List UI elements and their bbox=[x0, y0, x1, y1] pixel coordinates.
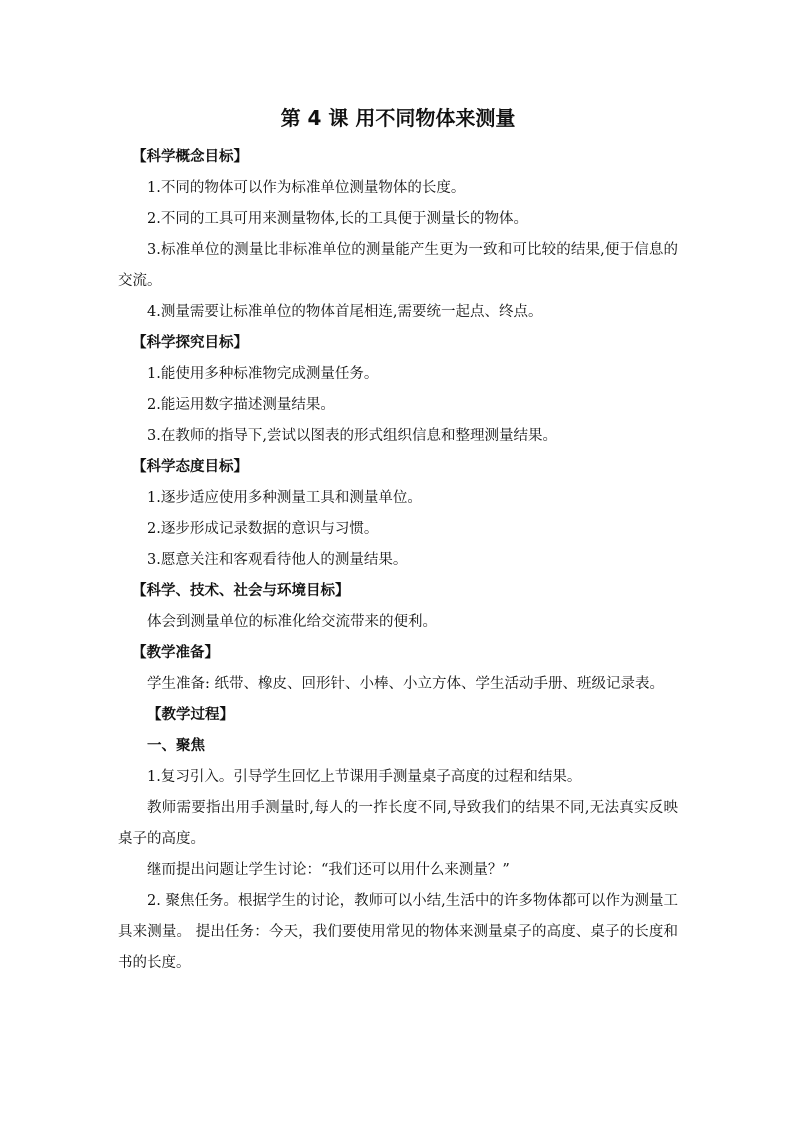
inquiry-item-3: 3.在教师的指导下,尝试以图表的形式组织信息和整理测量结果。 bbox=[147, 428, 557, 444]
process-item-3: 继而提出问题让学生讨论：“我们还可以用什么来测量？” bbox=[147, 862, 510, 878]
attitude-item-3: 3.愿意关注和客观看待他人的测量结果。 bbox=[147, 552, 408, 568]
document-page bbox=[118, 100, 678, 979]
attitude-item-2: 2.逐步形成记录数据的意识与习惯。 bbox=[147, 521, 379, 537]
process-item-4: 2. 聚焦任务。根据学生的讨论，教师可以小结,生活中的许多物体都可以作为测量工具来测量。 提出任务：今天，我们要使用常见的物体来测量桌子的高度、桌子的长度和书的长度。 bbox=[118, 893, 678, 971]
attitude-goals-heading: 【科学态度目标】 bbox=[132, 459, 248, 475]
sts-goals-heading: 【科学、技术、社会与环境目标】 bbox=[132, 583, 350, 599]
concept-item-3: 3.标准单位的测量比非标准单位的测量能产生更为一致和可比较的结果,便于信息的交流。 bbox=[118, 242, 678, 289]
prep-heading: 【教学准备】 bbox=[132, 645, 219, 661]
inquiry-goals-heading: 【科学探究目标】 bbox=[132, 335, 248, 351]
attitude-item-1: 1.逐步适应使用多种测量工具和测量单位。 bbox=[147, 490, 422, 506]
inquiry-item-2: 2.能运用数字描述测量结果。 bbox=[147, 397, 335, 413]
inquiry-item-1: 1.能使用多种标准物完成测量任务。 bbox=[147, 366, 379, 382]
concept-item-1: 1.不同的物体可以作为标准单位测量物体的长度。 bbox=[147, 180, 466, 196]
process-subheading-focus: 一、聚焦 bbox=[147, 738, 205, 754]
process-heading: 【教学过程】 bbox=[147, 707, 234, 723]
concept-item-2: 2.不同的工具可用来测量物体,长的工具便于测量长的物体。 bbox=[147, 211, 528, 227]
concept-item-4: 4.测量需要让标准单位的物体首尾相连,需要统一起点、终点。 bbox=[147, 304, 543, 320]
process-item-2: 教师需要指出用手测量时,每人的一拃长度不同,导致我们的结果不同,无法真实反映桌子的高度。 bbox=[118, 800, 678, 847]
lesson-title: 第 4 课 用不同物体来测量 bbox=[280, 106, 516, 130]
sts-item-1: 体会到测量单位的标准化给交流带来的便利。 bbox=[147, 614, 437, 630]
process-item-1: 1.复习引入。引导学生回忆上节课用手测量桌子高度的过程和结果。 bbox=[147, 769, 582, 785]
prep-item-1: 学生准备: 纸带、橡皮、回形针、小棒、小立方体、学生活动手册、班级记录表。 bbox=[147, 676, 664, 692]
concept-goals-heading: 【科学概念目标】 bbox=[132, 149, 248, 165]
